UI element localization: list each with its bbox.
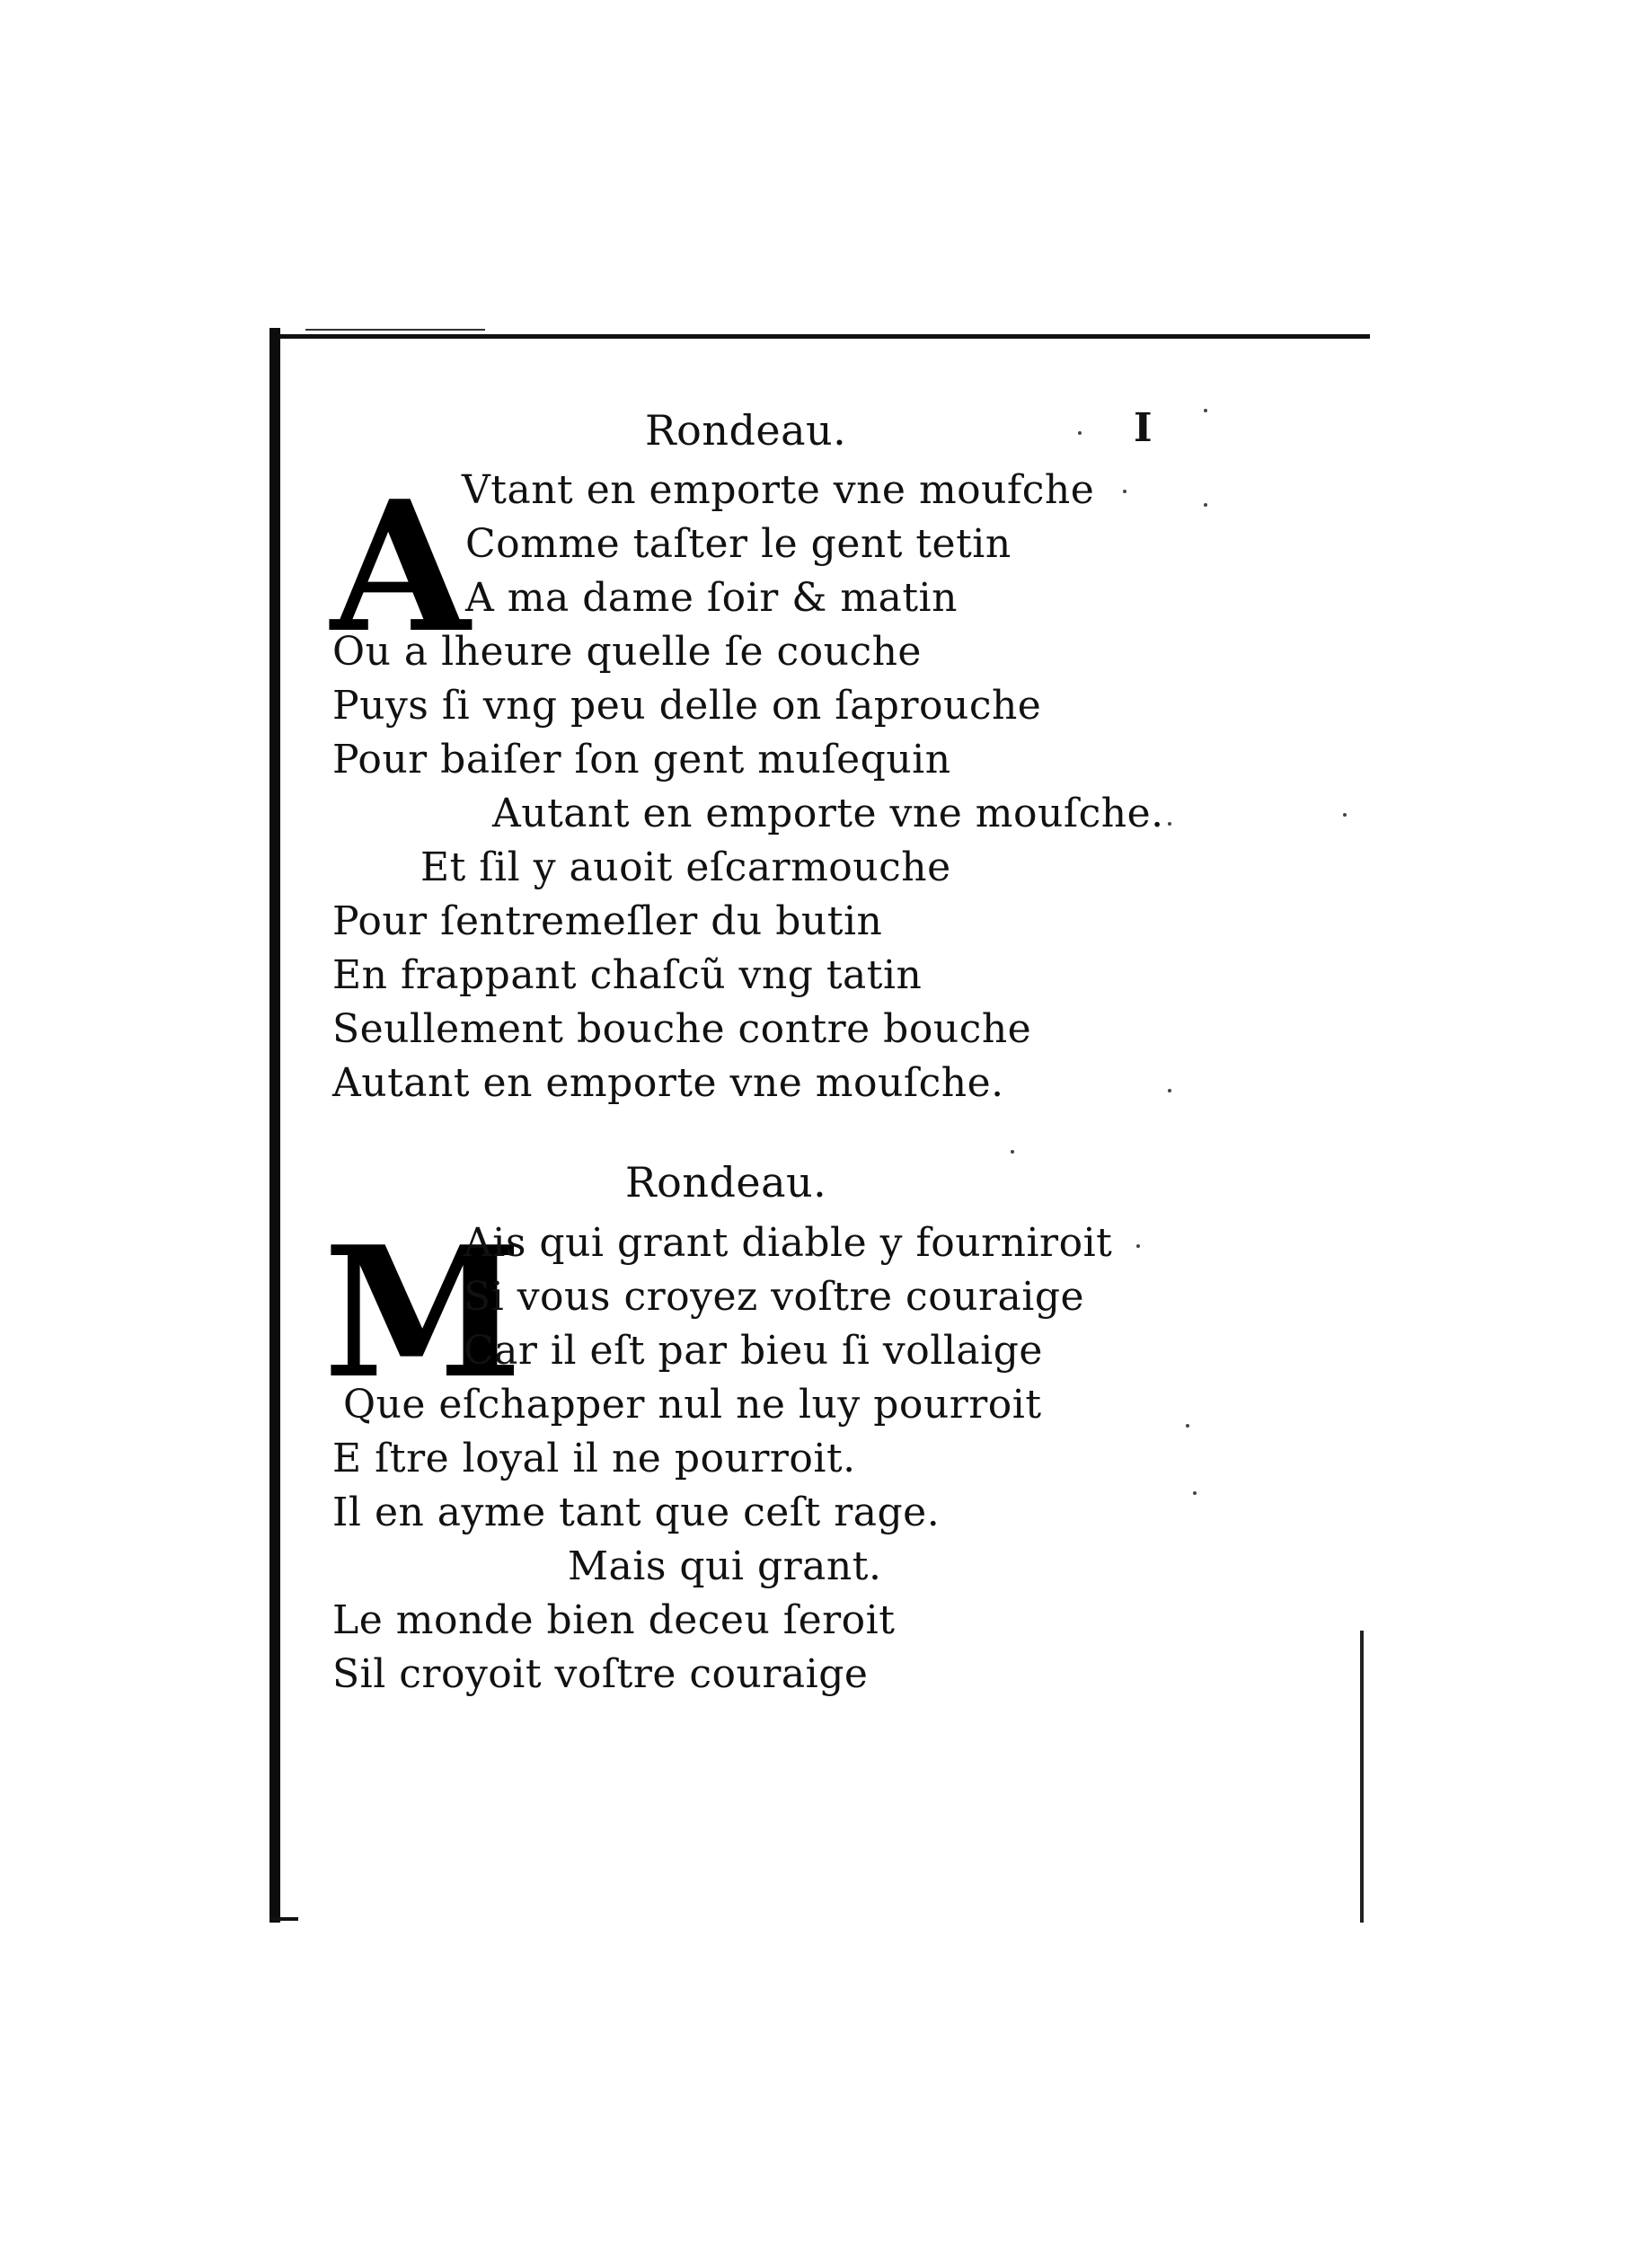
verse-line: Car il eſt par bieu ſi vollaige	[464, 1328, 1043, 1374]
verse-line: A ma dame ſoir & matin	[465, 575, 958, 621]
verse-line: En frappant chaſcũ vng tatin	[332, 952, 923, 998]
margin-speck	[1168, 822, 1171, 826]
margin-speck	[1193, 1491, 1197, 1495]
margin-speck	[1078, 431, 1082, 435]
refrain-line: Mais qui grant.	[568, 1543, 882, 1589]
margin-speck	[1136, 1244, 1140, 1248]
top-rule-thin	[305, 329, 485, 331]
left-rule-foot	[269, 1917, 298, 1921]
refrain-line: Autant en emporte vne mouſche.	[492, 791, 1164, 836]
verse-line: Que eſchapper nul ne luy pourroit	[343, 1382, 1042, 1428]
refrain-line: Autant en emporte vne mouſche.	[332, 1060, 1004, 1106]
verse-line: Pour ſentremeſler du butin	[332, 898, 883, 944]
verse-line: E ſtre loyal il ne pourroit.	[332, 1436, 856, 1481]
margin-speck	[1011, 1150, 1014, 1154]
verse-line: Et ſil y auoit eſcarmouche	[420, 844, 951, 890]
verse-line: Sil croyoit voſtre couraige	[332, 1651, 869, 1697]
verse-line: Ou a lheure quelle ſe couche	[332, 629, 922, 675]
verse-line: Puys ſi vng peu delle on ſaprouche	[332, 683, 1042, 729]
verse-line: Si vous croyez voſtre couraige	[464, 1274, 1085, 1320]
folio-number: I	[1134, 405, 1153, 451]
verse-line: Le monde bien deceu ſeroit	[332, 1597, 896, 1643]
drop-capital: M	[323, 1207, 523, 1419]
margin-speck	[1204, 503, 1207, 507]
margin-speck	[1204, 409, 1207, 412]
verse-line: Ais qui grant diable y fourniroit	[464, 1220, 1113, 1266]
margin-speck	[1168, 1089, 1171, 1092]
verse-line: Il en ayme tant que ceſt rage.	[332, 1490, 941, 1535]
drop-capital: A	[331, 462, 471, 673]
verse-line: Seullement bouche contre bouche	[332, 1006, 1032, 1052]
top-rule	[269, 334, 1370, 339]
right-margin-rule	[1360, 1631, 1364, 1923]
rondeau-heading: Rondeau.	[625, 1158, 827, 1207]
margin-speck	[1186, 1424, 1189, 1428]
left-rule	[269, 328, 280, 1923]
margin-speck	[1343, 813, 1347, 817]
verse-line: Vtant en emporte vne moufche	[462, 467, 1095, 513]
rondeau-heading: Rondeau.	[645, 406, 847, 455]
margin-speck	[1123, 490, 1126, 493]
verse-line: Comme taſter le gent tetin	[465, 521, 1012, 567]
verse-line: Pour baiſer ſon gent muſequin	[332, 737, 951, 783]
